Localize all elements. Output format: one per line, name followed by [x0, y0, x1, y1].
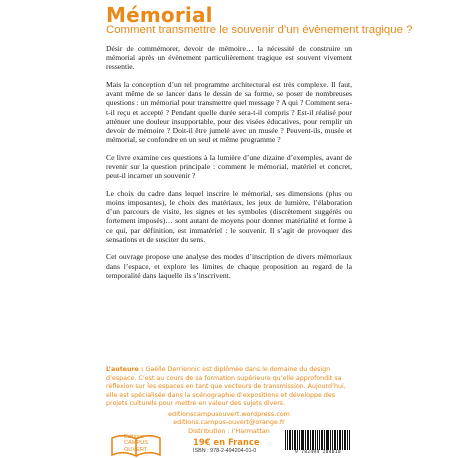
publisher-name: Editions CAMPUS OUVERT	[124, 434, 148, 453]
blurb-paragraph: Désir de commémorer, devoir de mémoire… la nécessité de construire un mémorial après un évènement particulièrement tragique est souvent vivement ressentie.	[106, 44, 352, 72]
price-label: 19€ en France	[193, 437, 260, 447]
book-subtitle: Comment transmettre le souvenir d’un évènement tragique ?	[106, 24, 413, 36]
blurb-paragraph: Mais la conception d’un tel programme architectural est très complexe. Il faut, avant même de se lancer dans le dessin de sa forme, se poser de nombreuses questions : un mémorial pour transmettre quel message ? A qui ? Comment sera-t-il reçu et accepté ? Pendant quelle durée sera-t-il compris ? Est-il réalisé pour atténuer une douleur insupportable, pour des visées éducatives, pour remplir un devoir de mémoire ? Doit-il être jumelé avec un musée ? Peuvent-ils, musée et mémorial, se confondre en un seul et même programme ?	[106, 80, 352, 145]
blurb-paragraph: Ce livre examine ces questions à la lumière d’une dizaine d’exemples, avant de revenir sur la question principale : comment le mémorial, matériel et concret, peut-il incarner un souvenir ?	[106, 152, 352, 181]
book-title: Mémorial	[106, 3, 213, 27]
email-link[interactable]: editions.campus-ouvert@orange.fr	[173, 418, 285, 427]
author-label: L’auteure :	[106, 366, 144, 373]
blurb-paragraph: Le choix du cadre dans lequel inscrire le mémorial, ses dimensions (plus ou moins imposantes), le choix des matériaux, les jeux de lumière, l’élaboration d’un parcours de visite, les signes et les symboles (discrètement suggérés ou fortement imposés)… sont autant de moyens pour donner matérialité et forme à ce qui, par définition, est immatériel : le souvenir. Il s’agit de provoquer des sensations et de susciter du sens.	[106, 188, 352, 244]
blurb-paragraph: Cet ouvrage propose une analyse des modes d’inscription de divers mémoriaux dans l’espace, et explore les limites de chaque proposition au regard de la temporalité dans laquelle ils s’inscrivent.	[106, 252, 352, 280]
author-bio	[106, 366, 352, 409]
barcode-number: 9 782494 204010	[283, 450, 353, 455]
website-link[interactable]: editionscampusouvert.wordpress.com	[168, 410, 290, 418]
isbn-label: ISBN : 978-2-494204-01-0	[193, 448, 257, 454]
author-text: Gaëlle Derriennic est diplômée dans le domaine du design d’espace. C’est au cours de sa formation supérieure qu’elle approfondit sa réflexion sur les espaces en tant que vecteurs de transmission. Aujourd’hui, elle est spécialisée dans la scénographie d’expositions et développe des projets culturels pour mettre en valeur des sujets divers.	[106, 366, 346, 408]
distribution-text: Distribution : l’Harmattan	[188, 426, 270, 435]
blurb-text	[106, 44, 352, 288]
